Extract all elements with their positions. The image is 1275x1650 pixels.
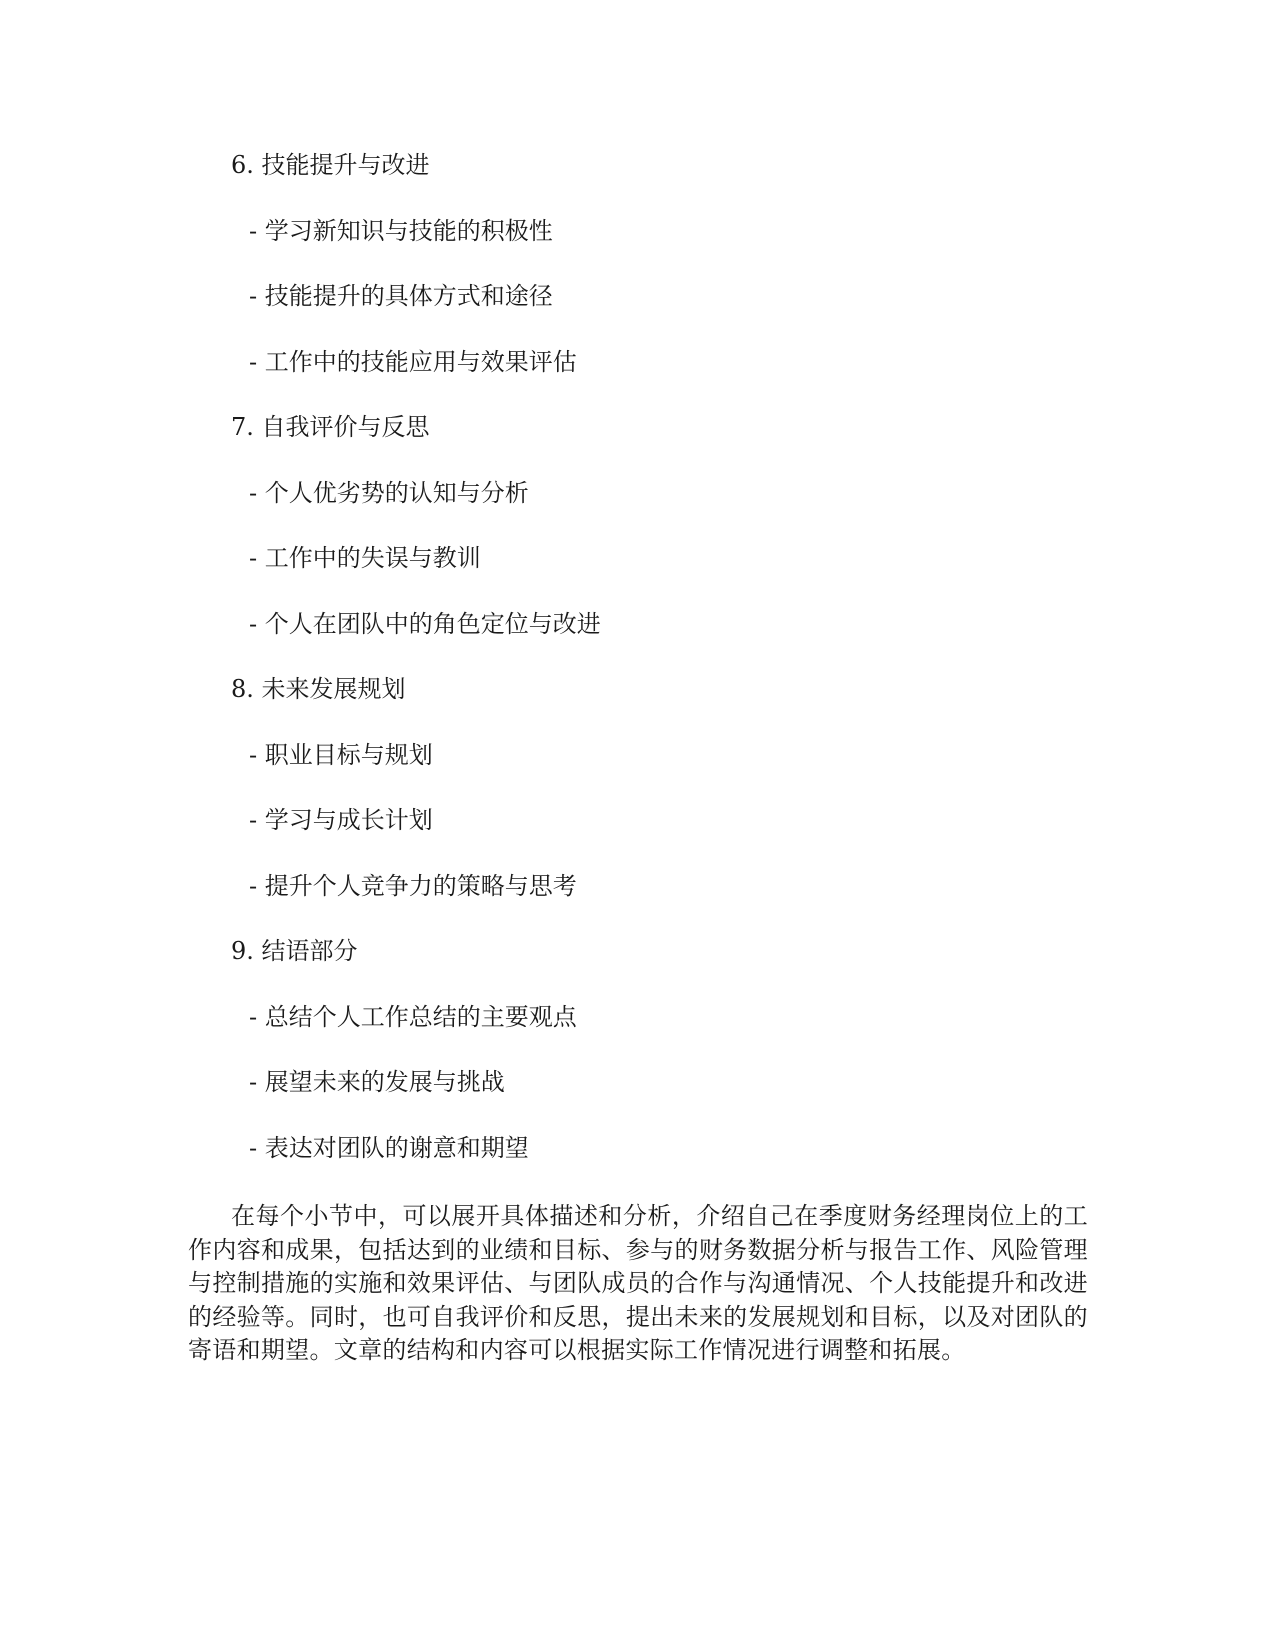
list-item: - 提升个人竞争力的策略与思考 — [249, 872, 577, 900]
list-item: - 展望未来的发展与挑战 — [249, 1068, 505, 1096]
section-heading: 6. 技能提升与改进 — [231, 151, 430, 179]
list-item: - 学习新知识与技能的积极性 — [249, 217, 553, 245]
section-heading: 9. 结语部分 — [231, 937, 358, 965]
list-item: - 总结个人工作总结的主要观点 — [249, 1003, 577, 1031]
list-item: - 学习与成长计划 — [249, 806, 433, 834]
closing-paragraph: 在每个小节中，可以展开具体描述和分析，介绍自己在季度财务经理岗位上的工作内容和成果，包括达到的业绩和目标、参与的财务数据分析与报告工作、风险管理与控制措施的实施和效果评估、与团队成员的合作与沟通情况、个人技能提升和改进的经验等。同时，也可自我评价和反思，提出未来的发展规划和目标，以及对团队的寄语和期望。文章的结构和内容可以根据实际工作情况进行调整和拓展。 — [188, 1202, 1088, 1364]
list-item: - 工作中的技能应用与效果评估 — [249, 348, 577, 376]
section-heading: 7. 自我评价与反思 — [231, 413, 430, 441]
list-item: - 个人在团队中的角色定位与改进 — [249, 610, 601, 638]
section-heading: 8. 未来发展规划 — [231, 675, 406, 703]
list-item: - 个人优劣势的认知与分析 — [249, 479, 529, 507]
list-item: - 表达对团队的谢意和期望 — [249, 1134, 529, 1162]
list-item: - 技能提升的具体方式和途径 — [249, 282, 553, 310]
list-item: - 职业目标与规划 — [249, 741, 433, 769]
list-item: - 工作中的失误与教训 — [249, 544, 481, 572]
